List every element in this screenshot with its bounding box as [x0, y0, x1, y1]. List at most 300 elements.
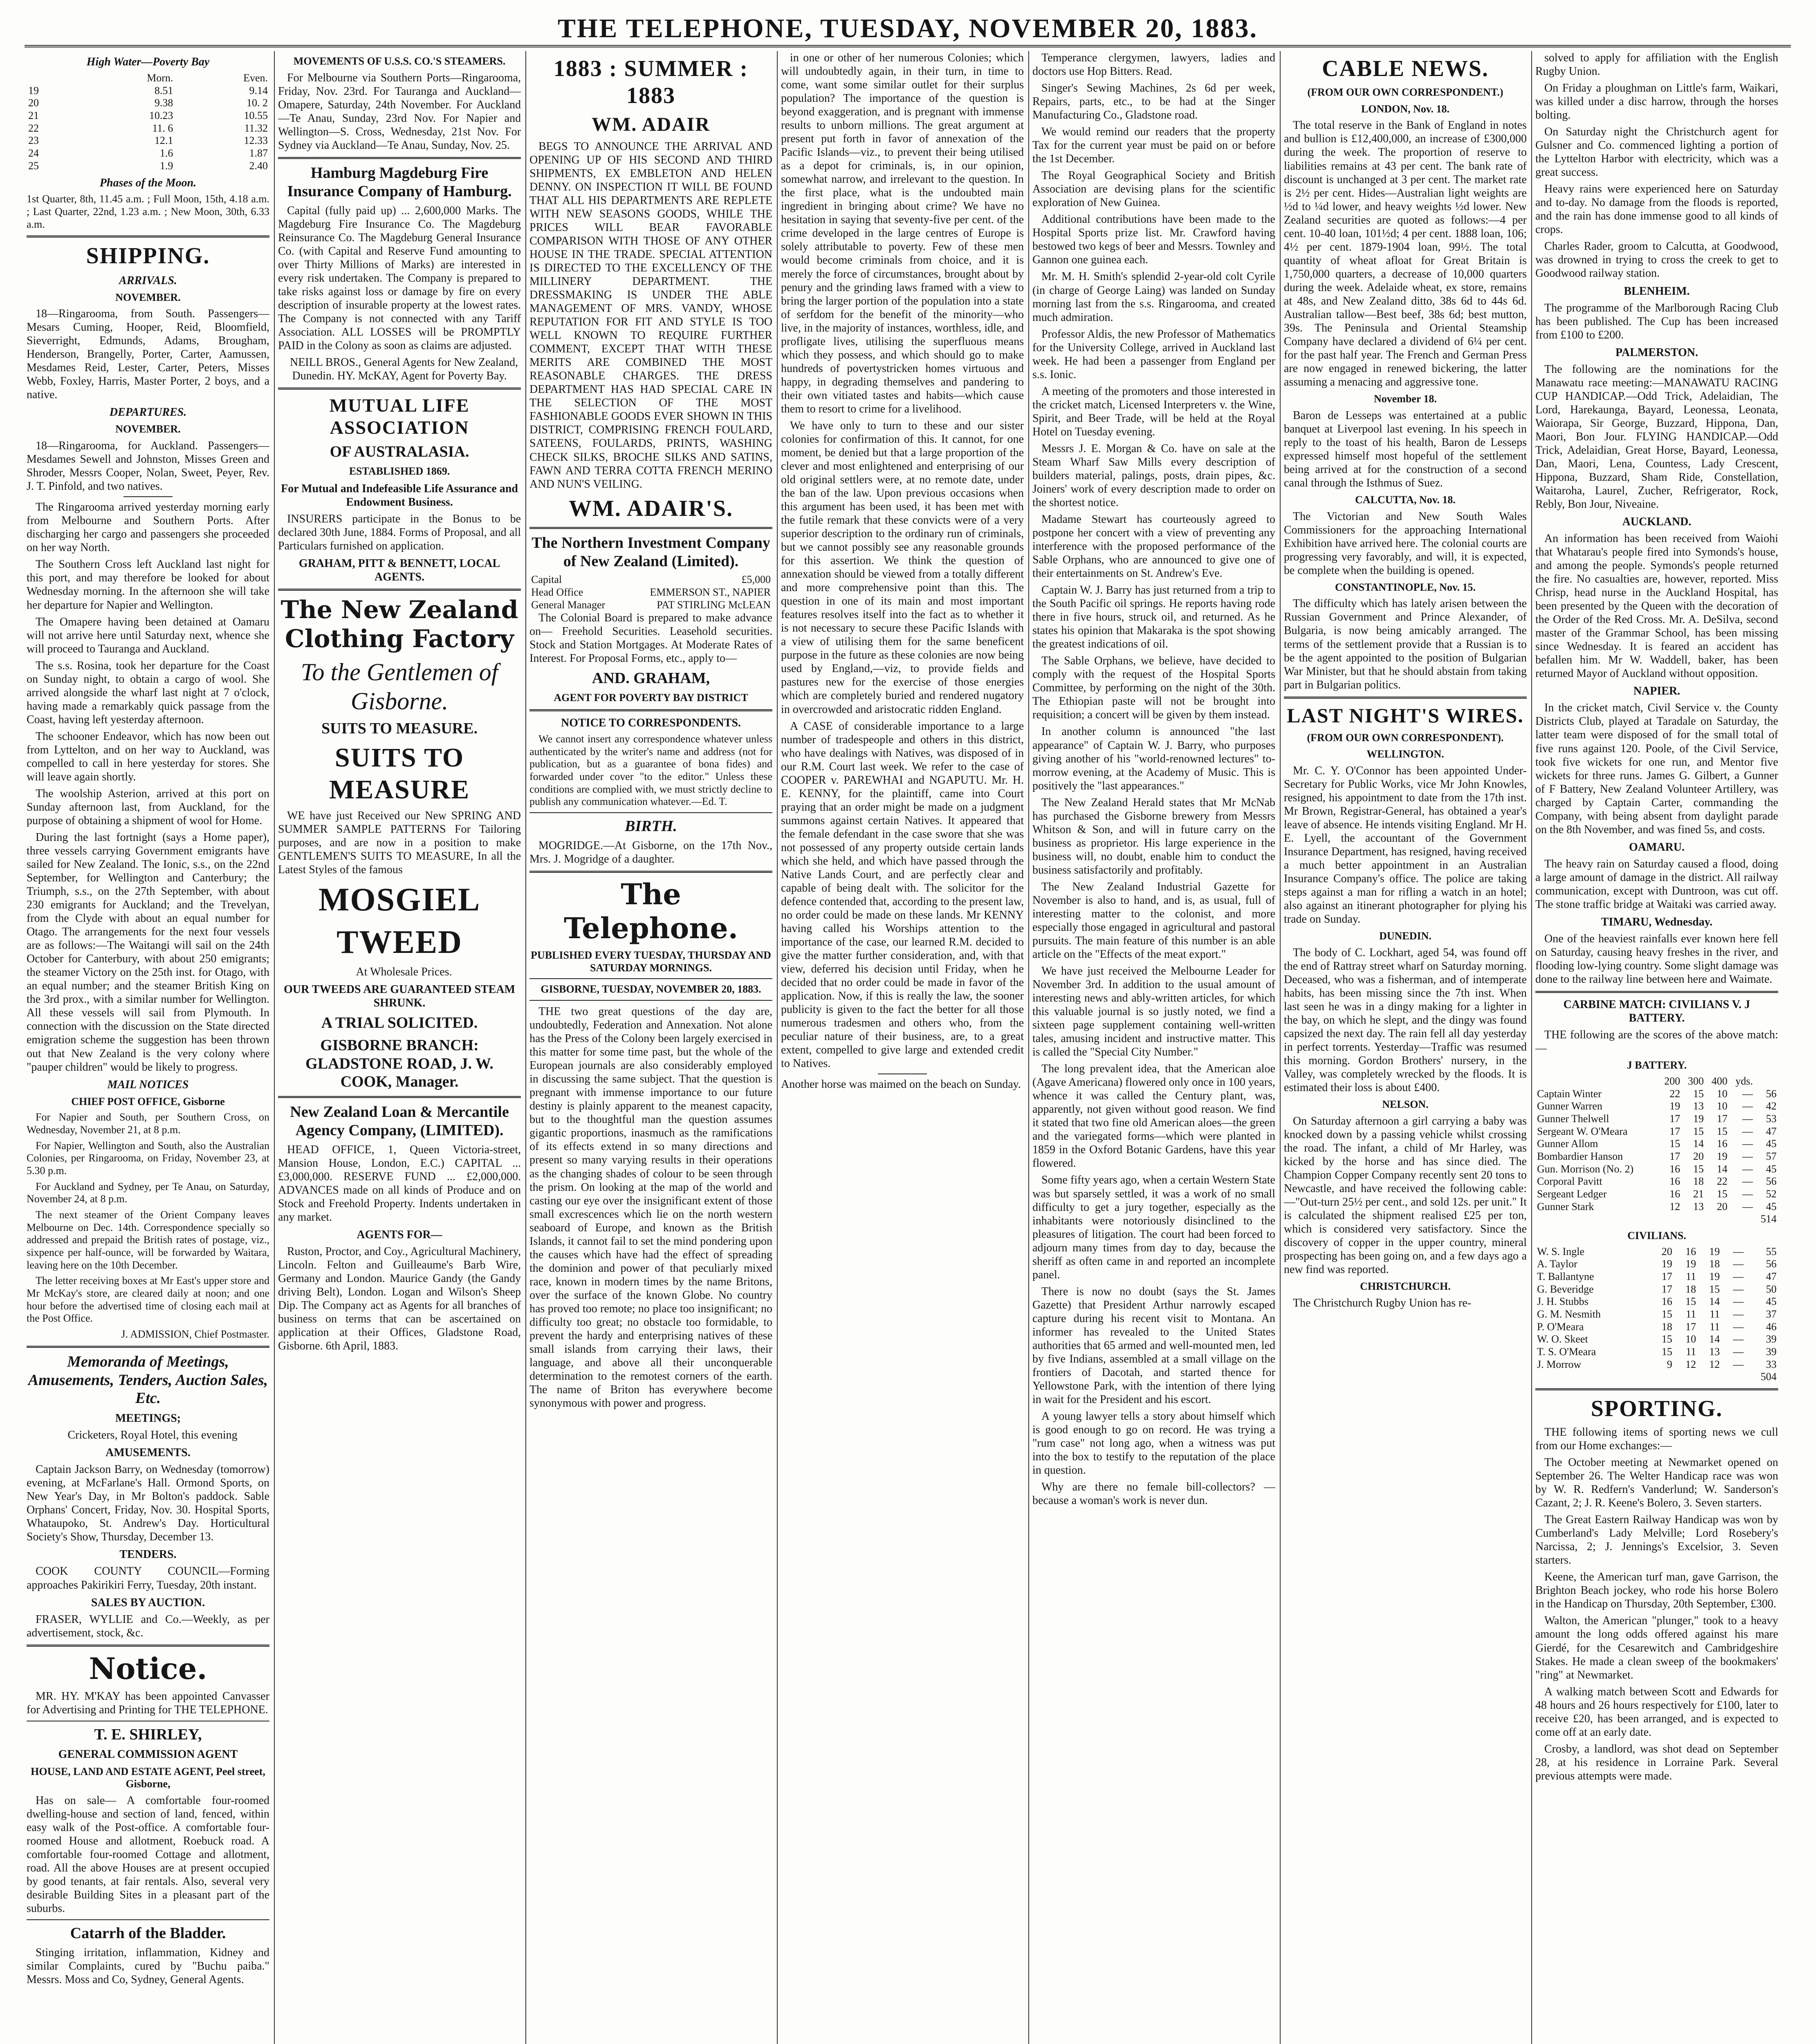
table-cell: Head Office	[531, 586, 583, 598]
correspondents-title: NOTICE TO CORRESPONDENTS.	[561, 716, 741, 729]
clothing-text: WE have just Received our New SPRING AND SUMMER SAMPLE PATTERNS For Tailoring purposes, and are now in a position to make GENTLEMEN'S SUITS TO MEASURE, In all the Latest Styles of the famous	[278, 809, 521, 876]
battery-title: J BATTERY.	[1627, 1059, 1687, 1071]
table-header: yds.	[1735, 1075, 1753, 1087]
column-6	[1284, 51, 1527, 2044]
news-paragraph: On Friday a ploughman on Little's farm, Waikari, was killed under a disc harrow, through the horses bolting.	[1535, 82, 1778, 122]
score-row	[1535, 1283, 1778, 1296]
table-cell: —	[1733, 1258, 1744, 1270]
news-paragraph: The New Zealand Industrial Gazette for November is also to hand, and is, as usual, full of interesting matter to the colonist, and more especially those engaged in agricultural and pastoral pursuits. The main feature of this number is an able article on the "Effects of the meat export."	[1032, 880, 1275, 961]
table-cell: 24	[28, 147, 39, 159]
auckland-heading: AUCKLAND.	[1622, 515, 1692, 528]
news-paragraph: The New Zealand Herald states that Mr McNab has purchased the Gisborne brewery from Messrs Whitson & Son, and will in future carry on the business as proprietor. His large experience in the business will, no doubt, enable him to conduct the business satisfactorily and profitably.	[1032, 796, 1275, 876]
table-cell: 17	[1685, 1320, 1696, 1333]
tide-row	[27, 110, 269, 122]
table-cell: 16	[1716, 1138, 1728, 1150]
table-cell: 15	[1716, 1188, 1728, 1200]
news-paragraph: We have just received the Melbourne Leader for November 3rd. In addition to the usual amount of interesting news and ably-written articles, for which this valuable journal is so justly noted, we find a sixteen page supplement containing well-written tales, amusing incident and instructive matter. This is called the "Special City Number."	[1032, 965, 1275, 1059]
editorial-paragraph: A CASE of considerable importance to a large number of tradespeople and others in this district, who have dealings with Natives, was disposed of in our R.M. Court last week. We refer to the case of COOPER v. PAREWHAI and NGAPUTU. Mr. H. E. KENNY, for the plaintiff, came into Court praying that an order might be made on a judgment summons against certain Natives. It appeared that the female defendant in the case swore that she was not possessed of any property outside certain lands which she held, and which have passed through the Native Lands Court, and are perfectly clear and capable of being dealt with. The solicitor for the defence contended that, according to the present law, no order could be made on these lands. Mr KENNY having called his Worships attention to the importance of the case, our learned R.M. decided to give the matter further consideration, and, with that view, deferred his decision until Friday, when he decided that no order could be made in favor of the application. Now, if this is really the law, the sooner publicity is given to the fact the better for all those numerous tradesmen and others who, from the peculiar nature of their business, are, to a great extent, compelled to give large and extended credit to Natives.	[781, 719, 1024, 1070]
sporting-paragraph: The October meeting at Newmarket opened on September 26. The Welter Handicap race was won by W. R. Redfern's Vanderlund; W. Sanderson's Cazant, 2; J. R. Keene's Bolero, 3. Seven starters.	[1535, 1456, 1778, 1510]
table-cell: 53	[1766, 1112, 1777, 1125]
score-row	[1535, 1201, 1778, 1213]
gentlemen-heading: To the Gentlemen of Gisborne.	[301, 658, 498, 715]
table-cell: 13	[1709, 1345, 1720, 1358]
shipping-paragraph: The woolship Asterion, arrived at this port on Sunday afternoon last, from Auckland, for the purpose of obtaining a shipment of wool for Home.	[27, 787, 269, 827]
adair-heading: WM. ADAIR	[592, 114, 710, 136]
napier-text: In the cricket match, Civil Service v. the County Districts Club, played at Taradale on Saturday, the latter team were disposed of for the small total of five runs against 120. Poole, of the Civil Service, took five wickets for one run, and Mentor five wickets for three runs. James G. Gilbert, a Gunner of F Battery, New Zealand Volunteer Artillery, was charged by Captain Carter, commanding the Company, with being absent from daylight parade on the 8th November, and was fined 5s, and costs.	[1535, 702, 1778, 836]
table-cell: PAT STIRLING McLEAN	[657, 598, 771, 611]
notice-text: MR. HY. M'KAY has been appointed Canvasser for Advertising and Printing for THE TELEPHONE.	[27, 1690, 269, 1716]
column-rule	[777, 51, 778, 2044]
oamaru-heading: OAMARU.	[1629, 840, 1685, 854]
shirley-text: Has on sale— A comfortable four-roomed dwelling-house and section of land, fenced, within easy walk of the Post-office. A comfortable four-roomed House and allotment, Roebuck road. A comfortable four-roomed Cottage and allotment, road. All the above Houses are at present occupied by good tenants, at fair rentals. Also, several very desirable Building Sites in a pleasant part of the suburbs.	[27, 1794, 269, 1915]
score-row	[1535, 1333, 1778, 1346]
mail-paragraph: For Auckland and Sydney, per Te Anau, on Saturday, November 24, at 8 p.m.	[27, 1180, 269, 1205]
cable-dateline: November 18.	[1373, 393, 1437, 405]
table-cell: Gunner Thelwell	[1537, 1112, 1609, 1125]
table-cell: 18	[1685, 1283, 1696, 1295]
news-paragraph: Professor Aldis, the new Professor of Mathematics for the University College, arrived in Auckland last week. He had been a passenger from England per s.s. Ionic.	[1032, 327, 1275, 381]
mail-notices-sub: CHIEF POST OFFICE, Gisborne	[71, 1095, 225, 1107]
table-cell: —	[1733, 1283, 1744, 1295]
wires-sub: (FROM OUR OWN CORRESPONDENT).	[1307, 731, 1504, 744]
match-title: CARBINE MATCH: CIVILIANS V. J BATTERY.	[1563, 998, 1750, 1025]
catarrh-text: Stinging irritation, inflammation, Kidney and similar Complaints, cured by "Buchu paiba." Messrs. Moss and Co, Sydney, General Agents.	[27, 1946, 269, 1986]
mail-paragraph: For Napier and South, per Southern Cross, on Wednesday, November 21, at 8 p.m.	[27, 1111, 269, 1136]
wire-text: Mr. C. Y. O'Connor has been appointed Under-Secretary for Public Works, vice Mr John Knowles, resigned, his appointment to date from the 17th inst. Mr Brown, Registrar-General, has obtained a year's leave of absence. He intends visiting England. Mr H. E. Lyell, the accountant of the Government Insurance Department, has resigned, having received a much better appointment in an Australian Insurance Company's office. The police are taking steps against a man for rifling a watch in an hotel; also against an itinerant photographer for plying his trade on Sunday.	[1284, 764, 1527, 926]
sporting-news	[1535, 1425, 1778, 1783]
amusements-heading: AMUSEMENTS.	[105, 1446, 191, 1459]
shipping-paragraph: The s.s. Rosina, took her departure for the Coast on Sunday night, to obtain a cargo of wool. She arrived alongside the wharf last night at 7 o'clock, having made a remarkably quick passage from the Coast, having left yesterday afternoon.	[27, 659, 269, 726]
table-cell: 15	[1716, 1125, 1728, 1137]
table-cell: 13	[1693, 1200, 1704, 1213]
table-cell: 9.14	[249, 84, 268, 96]
table-header: Morn.	[147, 72, 173, 84]
mosgiel-heading: MOSGIEL	[318, 882, 481, 918]
table-cell: —	[1733, 1358, 1744, 1370]
wholesale-text: At Wholesale Prices.	[356, 965, 452, 978]
tide-row	[27, 147, 269, 160]
meetings-text: Cricketers, Royal Hotel, this evening	[67, 1429, 238, 1442]
table-cell: 16	[1669, 1163, 1680, 1175]
table-cell: 12.33	[244, 134, 268, 147]
mail-notices	[27, 1111, 269, 1325]
sporting-paragraph: Crosby, a landlord, was shot dead on September 28, at his residence in Lorraine Park. Several previous attempts were made.	[1535, 1742, 1778, 1782]
tweed-heading: TWEED	[337, 924, 462, 961]
news-paragraph: Some fifty years ago, when a certain Western State was but sparsely settled, it was a work of no small difficulty to get a jury together, especially as the inhabitants were notoriously disinclined to the pleasures of litigation. The court had been forced to adjourn many times from day to day, because the sheriff as often came in and reported an incomplete panel.	[1032, 1174, 1275, 1281]
table-cell: 2.40	[249, 159, 268, 172]
table-cell: —	[1742, 1112, 1753, 1125]
wires-title: LAST NIGHT'S WIRES.	[1287, 704, 1524, 727]
table-cell: 45	[1766, 1200, 1777, 1213]
sporting-paragraph: Keene, the American turf man, gave Garrison, the Brighton Beach jockey, who rode his horse Bolero in the Handicap on Thursday, 20th September, £300.	[1535, 1571, 1778, 1611]
table-cell: 10.55	[244, 110, 268, 122]
wire-text: On Saturday afternoon a girl carrying a baby was knocked down by a passing vehicle whilst crossing the road. The infant, a child of Mr Harley, was kicked by the horse and has since died. The Champion Copper Company recently sent 20 tons to Newcastle, and have received the following cable:—"Out-turn 25½ per cent., and sold 12s. per unit." It is calculated the shipment realised £25 per ton, which is considered very satisfactory. Since the discovery of copper in the upper country, mineral prospecting has been going on, and a few days ago a new find was reported.	[1284, 1115, 1527, 1276]
news-paragraph: A young lawyer tells a story about himself which is good enough to go on record. He was trying a "rum case" not long ago, when a witness was put into the box to testify to the reputation of the place in question.	[1032, 1410, 1275, 1477]
mutual-agents: GRAHAM, PITT & BENNETT, LOCAL AGENTS.	[298, 557, 500, 584]
shipping-paragraph: The Ringarooma arrived yesterday morning early from Melbourne and Southern Ports. After discharging her cargo and passengers she proceeded on her way North.	[27, 501, 269, 554]
news-paragraph: A meeting of the promoters and those interested in the cricket match, Licensed Interpreters v. the Wine, Spirit, and Beer Trade, will be held at the Royal Hotel on Tuesday evening.	[1032, 385, 1275, 438]
news-paragraph: Messrs J. E. Morgan & Co. have on sale at the Steam Wharf Saw Mills every description of builders material, palings, posts, drain pipes, &c. Joiners' work of every description made to order on the shortest notice.	[1032, 442, 1275, 509]
score-row	[1535, 1258, 1778, 1271]
mail-paragraph: The letter receiving boxes at Mr East's upper store and Mr McKay's store, are cleared daily at noon; and one hour before the advertised time of closing each mail at the Post Office.	[27, 1275, 269, 1325]
hamburg-agents: NEILL BROS., General Agents for New Zealand, Dunedin. HY. McKAY, Agent for Poverty Bay.	[289, 356, 518, 382]
shipping-paragraph: The Omapere having been detained at Oamaru will not arrive here until Saturday next, whence she will proceed to Tauranga and Auckland.	[27, 615, 269, 655]
column-4	[781, 51, 1024, 2044]
table-cell: 15	[1661, 1345, 1672, 1358]
news-paragraph: We would remind our readers that the property Tax for the current year must be paid on or before the 1st December.	[1032, 126, 1275, 166]
table-cell: 45	[1766, 1295, 1777, 1308]
table-cell: 22	[1669, 1087, 1680, 1100]
table-cell: 12	[1669, 1200, 1680, 1213]
sales-text: FRASER, WYLLIE and Co.—Weekly, as per advertisement, stock, &c.	[27, 1613, 269, 1639]
shipping-paragraph: The Southern Cross left Auckland last night for this port, and may therefore be looked for about Wednesday morning. In the afternoon she will take her departure for Napier and Wellington.	[27, 558, 269, 612]
news-paragraph: The Sable Orphans, we believe, have decided to comply with the request of the Hospital Sports Committee, by performing on the night of the 30th. The Ethiopian paste will not be brought into requisition; a concert will be given by them instead.	[1032, 654, 1275, 722]
correspondents-text: We cannot insert any correspondence whatever unless authenticated by the writer's name and address (not for publication, but as a guarantee of bona fides) and forwarded under cover "to the editor." Unless these conditions are complied with, we must strictly decline to publish any communication whatever.—Ed. T.	[529, 733, 772, 808]
table-cell: 11	[1710, 1320, 1720, 1333]
agents-title: AGENTS FOR—	[357, 1228, 442, 1242]
table-cell: Bombardier Hanson	[1537, 1150, 1623, 1162]
investment-table	[529, 574, 772, 611]
local-news	[1032, 51, 1275, 1507]
news-paragraph: On Saturday night the Christchurch agent for Gulsner and Co. commenced lighting a portion of the Lyttelton Harbor with electricity, which was a great success.	[1535, 126, 1778, 179]
score-row	[1535, 1138, 1778, 1150]
catarrh-title: Catarrh of the Bladder.	[70, 1925, 226, 1942]
tenders-heading: TENDERS.	[119, 1548, 177, 1561]
editorial-continued	[781, 51, 1024, 1070]
table-cell: —	[1742, 1100, 1753, 1112]
score-row	[1535, 1125, 1778, 1138]
table-cell: W. S. Ingle	[1537, 1245, 1585, 1257]
shirley-sub: HOUSE, LAND AND ESTATE AGENT, Peel street, Gisborne,	[31, 1765, 265, 1790]
mutual-title: MUTUAL LIFE ASSOCIATION	[329, 394, 470, 438]
table-cell: 19	[1716, 1150, 1728, 1162]
birth-title: BIRTH.	[625, 818, 677, 835]
table-cell: 19	[1709, 1270, 1720, 1282]
tide-row	[27, 85, 269, 97]
table-cell: J. Morrow	[1537, 1358, 1582, 1370]
news-paragraph: Heavy rains were experienced here on Saturday and to-day. No damage from the floods is reported, and the rain has done immense good to all kinds of crops.	[1535, 183, 1778, 236]
suits-heading-2: SUITS TO MEASURE	[329, 743, 470, 805]
table-cell: 56	[1766, 1175, 1777, 1188]
investment-row	[529, 586, 772, 599]
news-paragraph: Additional contributions have been made to the Hospital Sports prize list. Mr. Crawford having bestowed two kegs of beer and Messrs. Townley and Gannon one guinea each.	[1032, 213, 1275, 267]
movements-title: MOVEMENTS OF U.S.S. CO.'S STEAMERS.	[293, 55, 506, 67]
adair-text: BEGS TO ANNOUNCE THE ARRIVAL AND OPENING UP OF HIS SECOND AND THIRD SHIPMENTS, EX EMBLETON AND HELEN DENNY. ON INSPECTION IT WILL BE FOUND THAT ALL HIS DEPARTMENTS ARE REPLETE WITH NEW SEASONS GOODS, WHILE THE PRICES WILL BEAR FAVORABLE COMPARISON WITH THOSE OF ANY OTHER HOUSE IN THE TRADE. SPECIAL ATTENTION IS DIRECTED TO THE EXCELLENCY OF THE MILLINERY DEPARTMENT. THE DRESSMAKING IS UNDER THE ABLE MANAGEMENT OF MRS. VANDY, WHOSE REPUTATION FOR FIT AND STYLE IS TOO WELL KNOWN TO REQUIRE FURTHER COMMENT, EXCEPT THAT WITH THESE MERITS ARE COMBINED THE MOST REASONABLE CHARGES. THE DRESS DEPARTMENT HAS HAD SPECIAL CARE IN THE SELECTION OF THE MOST FASHIONABLE GOODS EVER SHOWN IN THIS DISTRICT, COMPRISING FRENCH FOULARD, SATEENS, FOULARDS, PRINTS, WASHING CHECK SILKS, BROCHE SILKS AND SATINS, FAWN AND TERRA COTTA FRENCH MERINO AND NUN'S VEILING.	[529, 140, 772, 491]
telephone-title: The Telephone.	[563, 877, 738, 945]
departures-text: 18—Ringarooma, for Auckland. Passengers—Mesdames Sewell and Johnston, Misses Green and Shroder, Messrs Cooper, Nolan, Sweet, Peyer, Rev. J. T. Pinfold, and two natives.	[27, 439, 269, 493]
table-cell: —	[1742, 1163, 1753, 1175]
table-header: 300	[1688, 1075, 1704, 1087]
wires-continued	[1535, 51, 1778, 280]
civilian-scores	[1535, 1246, 1778, 1383]
battery-total: 514	[1761, 1213, 1777, 1225]
table-cell: 45	[1766, 1163, 1777, 1175]
graham-sub: AGENT FOR POVERTY BAY DISTRICT	[554, 692, 748, 704]
column-rule	[525, 51, 526, 2044]
table-cell: 15	[1709, 1283, 1720, 1295]
table-cell: 9	[1667, 1358, 1672, 1370]
shirley-name: T. E. SHIRLEY,	[94, 1726, 202, 1743]
sporting-paragraph: A walking match between Scott and Edwards for 48 hours and 26 hours respectively for £100, later to receive £20, has been arranged, and is expected to come off at an early date.	[1535, 1685, 1778, 1739]
table-cell: 16	[1661, 1295, 1672, 1308]
wire-text: The Christchurch Rugby Union has re-	[1293, 1297, 1472, 1310]
score-row	[1535, 1308, 1778, 1321]
news-paragraph: Madame Stewart has courteously agreed to postpone her concert with a view of preventing any interference with the proposed performance of the Sable Orphans, who are announced to give one of their entertainments on St. Andrew's Eve.	[1032, 513, 1275, 580]
table-cell: General Manager	[531, 598, 606, 611]
table-cell: 33	[1766, 1358, 1777, 1370]
table-header: Even.	[243, 72, 268, 84]
table-cell: 10	[1685, 1333, 1696, 1345]
published-line: PUBLISHED EVERY TUESDAY, THURSDAY AND SATURDAY MORNINGS.	[531, 949, 771, 974]
wire-dateline: WELLINGTON.	[1366, 748, 1444, 760]
meetings-heading: MEETINGS;	[115, 1412, 181, 1425]
table-cell: 52	[1766, 1188, 1777, 1200]
tide-row	[27, 122, 269, 135]
score-row	[1535, 1358, 1778, 1371]
cable-text: Baron de Lesseps was entertained at a public banquet at Liverpool last evening. In his speech in reply to the toast of his health, Baron de Lesseps expressed himself most hopeful of the settlement being arrived at for the construction of a second canal through the Isthmus of Suez.	[1284, 409, 1527, 489]
column-7	[1535, 51, 1778, 2044]
table-cell: 11. 6	[152, 122, 173, 134]
table-cell: EMMERSON ST., NAPIER	[650, 586, 771, 598]
score-row	[1535, 1271, 1778, 1283]
editorial-paragraph: We have only to turn to these and our sister colonies for confirmation of this. It cannot, for one moment, be denied but that a large proportion of the clever and most enlightened and enterprising of our old original settlers were, at no remote date, under the ban of the law. Upon previous occasions when this argument has been used, it has been met with the futile remark that these convicts were of a very superior description to the ordinary run of criminals, but we cannot possibly see any reasonable grounds for this assertion. We think the question of annexation should be viewed from a totally different and more comprehensive point than this. The question in one of its main and most important features resolves itself into the fact as to whether it is not necessary to secure these Pacific Islands with a view of utilising them for the same beneficent purpose in the future as these colonies are now being used by England,—viz, to provide fields and pastures new for the exercise of those energies which are completely buried and rendered nugatory in overcrowded and aristocratic ridden England.	[781, 419, 1024, 716]
napier-heading: NAPIER.	[1633, 685, 1680, 698]
tide-table	[27, 72, 269, 172]
postmaster: J. ADMISSION, Chief Postmaster.	[121, 1328, 269, 1340]
table-cell: 21	[28, 110, 39, 122]
table-cell: 16	[1685, 1245, 1696, 1257]
amusements-text: Captain Jackson Barry, on Wednesday (tomorrow) evening, at McFarlane's Hall. Ormond Sports, on New Year's Day, in Mr Bolton's paddock. Sable Orphans' Concert, Friday, Nov. 30. Hospital Sports, Whataupoko, St. Andrew's Day. Horticultural Society's Show, Thursday, December 13.	[27, 1463, 269, 1544]
agents-text: Ruston, Proctor, and Coy., Agricultural Machinery, Lincoln. Felton and Guilleaume's Barb Wire, Germany and London. Maurice Gandy (the Gandy driving Belt), London. Logan and Wilson's Sheep Dip. The Company act as Agents for all branches of business on terms that can be ascertained on application at their Offices, Gladstone Road, Gisborne. 6th April, 1883.	[278, 1245, 521, 1353]
table-cell: 1.6	[159, 147, 173, 159]
table-cell: 9.38	[154, 97, 173, 109]
table-cell: 15	[1693, 1087, 1704, 1100]
loan-title: New Zealand Loan & Mercantile Agency Company, (LIMITED).	[290, 1103, 509, 1139]
table-cell: 10	[1716, 1087, 1728, 1100]
score-row	[1535, 1321, 1778, 1334]
table-cell: Capital	[531, 574, 562, 586]
table-cell: Sergeant Ledger	[1537, 1188, 1607, 1200]
column-2	[278, 51, 521, 2044]
table-cell: —	[1733, 1295, 1744, 1308]
column-rule	[1531, 51, 1532, 2044]
table-cell: 16	[1669, 1175, 1680, 1188]
table-cell: —	[1733, 1270, 1744, 1282]
table-cell: —	[1733, 1320, 1744, 1333]
table-cell: 56	[1766, 1087, 1777, 1100]
shipping-paragraph: During the last fortnight (says a Home paper), three vessels carrying Government emigrants have sailed for New Zealand. The Ionic, s.s., on the 22nd September, for Wellington and Canterbury; the Triumph, s.s., on the 27th September, with about 230 emigrants for Auckland; and the Trevelyan, from the Clyde with about an equal number for Otago. The arrangements for the next four vessels are as follows:—The Waitangi will sail on the 24th October for Canterbury, with about 250 emigrants; the steamer Victory on the 25th inst. for Otago, with an equal number; and the steamer British King on the 3rd prox., with a similar number for Wellington. All these vessels will sail from Plymouth. In connection with the discussion on the State directed emigration scheme the suggestion has been thrown out that New Zealand is the very colony where "pauper children" would be likely to progress.	[27, 831, 269, 1074]
table-cell: A. Taylor	[1537, 1258, 1577, 1270]
score-row	[1535, 1088, 1778, 1100]
table-cell: —	[1742, 1138, 1753, 1150]
table-cell: 23	[28, 134, 39, 147]
score-row	[1535, 1295, 1778, 1308]
cable-dateline: CALCUTTA, Nov. 18.	[1355, 493, 1456, 506]
table-cell: 10	[1716, 1100, 1728, 1112]
table-cell: Captain Winter	[1537, 1087, 1602, 1100]
table-cell: P. O'Meara	[1537, 1320, 1584, 1333]
table-cell: 12	[1709, 1358, 1720, 1370]
table-cell: 39	[1766, 1333, 1777, 1345]
mutual-for: For Mutual and Indefeasible Life Assurance and Endowment Business.	[281, 482, 518, 509]
table-cell: 18	[1709, 1258, 1720, 1270]
palmerston-text: The following are the nominations for the Manawatu race meeting:—MANAWATU RACING CUP HANDICAP.—Odd Trick, Adelaidian, The Lord, Harekaunga, Bayard, Leonessa, Leonata, Waiorapa, Sir George, Buzzard, Hippona, Dan, Maori, Bon Jour. FLYING HANDICAP.—Odd Trick, Adelaidian, Great Horse, Bayard, Leonessa, Dan, Maori, Lena, Countess, Lady Crescent, Hippona, Buzzard, Sham Ride, Constellation, Waitaroha, Laurel, Zucher, Refrigerator, Rock, Rebly, Bon Jour, Niveaine.	[1535, 363, 1778, 511]
table-header	[1535, 1075, 1658, 1088]
score-row	[1535, 1175, 1778, 1188]
table-cell: —	[1733, 1308, 1744, 1320]
sales-heading: SALES BY AUCTION.	[91, 1596, 205, 1609]
news-paragraph: Captain W. J. Barry has just returned from a trip to the South Pacific oil springs. He reports having rode there in five hours, struck oil, and returned. As he states his opinion that Makaraka is the spot showing the greatest indications of oil.	[1032, 584, 1275, 651]
wire-dateline: CHRISTCHURCH.	[1360, 1280, 1451, 1293]
shipping-paragraph: The schooner Endeavor, which has now been out from Lyttelton, and on her way to Auckland, was compelled to call in here yesterday for stores. She will leave again shortly.	[27, 730, 269, 783]
editorial-paragraph: in one or other of her numerous Colonies; which will undoubtedly again, in their turn, in time to come, want some similar outlet for their surplus population? The importance of the question is beyond exaggeration, and is pregnant with immense results to unborn millions. The great argument at present put forth in favor of annexation of the Pacific Islands—viz., to prevent their being utilised as a depot for criminals, is, in our opinion, somewhat narrow, and irrelevant to the question. In the first place, what is the undoubted main ingredient in bringing about crime? We have no hesitation in saying that seventy-five per cent. of the crime developed in the large centres of Europe is solely attributable to poverty. Few of these men would become criminals from choice, and it is merely the force of circumstances, brought about by penury and the grinding laws framed with a view to bring the larger portion of the population into a state of serfdom for the benefit of the minority—who live, in the majority of instances, worthless, idle, and profligate lives, utilising the superfluous means which they possess, and which should go to make hundreds of povertystricken homes virtuous and happy, in degrading themselves and pandering to their own vitiated tastes and habits—which cause them to resort to crime for a livelihood.	[781, 52, 1024, 415]
news-paragraph: The Royal Geographical Society and British Association are devising plans for the scientific exploration of New Guinea.	[1032, 169, 1275, 209]
table-cell: 11	[1710, 1308, 1720, 1320]
table-cell: £5,000	[741, 574, 771, 586]
sporting-paragraph: THE following items of sporting news we cull from our Home exchanges:—	[1535, 1426, 1778, 1452]
table-cell: J. H. Stubbs	[1537, 1295, 1588, 1308]
wire-text: The body of C. Lockhart, aged 54, was found off the end of Rattray street wharf on Saturday morning. Deceased, who was a fisherman, and of intemperate habits, has been missing since the 7th inst. When last seen he was in a dingy making for a lighter in the bay, on which he slept, and the dingy was found capsized the next day. The rain fell all day yesterday in perfect torrents. Yesterday—Traffic was resumed this morning. Gordon Brothers' nursery, in the Valley, was completely wrecked by the floods. It is estimated their loss is about £400.	[1284, 946, 1527, 1094]
auckland-text: An information has been received from Waiohi that Whatarau's people fired into Symonds's house, and among the people. Symonds's people returned the fire. No casualties are, however, reported. Miss Chrisp, head nurse in the Auckland Hospital, has been presented by the Queen with the decoration of the Order of the Red Cross. Mr. A. DeSilva, second master of the Grammar School, has been missing since Wednesday. It is feared an accident has befallen him. Mr W. Waddell, baker, has been returned Mayor of Auckland without opposition.	[1535, 532, 1778, 680]
shipping-news	[27, 500, 269, 1074]
notice-heading: Notice.	[89, 1651, 207, 1686]
cable-news-title: CABLE NEWS.	[1322, 56, 1489, 81]
table-header	[27, 72, 74, 85]
table-cell: —	[1742, 1188, 1753, 1200]
table-cell: —	[1742, 1125, 1753, 1137]
table-cell: 17	[1669, 1150, 1680, 1162]
cable-news-sub: (FROM OUR OWN CORRESPONDENT.)	[1307, 86, 1503, 99]
table-cell: Corporal Pavitt	[1537, 1175, 1602, 1188]
table-cell: Gun. Morrison (No. 2)	[1537, 1163, 1634, 1175]
table-cell: 14	[1693, 1138, 1704, 1150]
table-cell: 46	[1766, 1320, 1777, 1333]
table-cell: 25	[28, 159, 39, 172]
news-paragraph: solved to apply for affiliation with the English Rugby Union.	[1535, 52, 1778, 78]
sporting-paragraph: The Great Eastern Railway Handicap was won by Cumberland's Lady Melville; Lord Rosebery's Narcissa, 2; J. Jennings's Excelsior, 3. Seven starters.	[1535, 1513, 1778, 1567]
table-cell: 19	[28, 84, 39, 96]
table-cell: Gunner Stark	[1537, 1200, 1594, 1213]
table-cell: 15	[1661, 1308, 1672, 1320]
table-cell: 55	[1766, 1245, 1777, 1257]
table-cell: 47	[1766, 1125, 1777, 1137]
oamaru-text: The heavy rain on Saturday caused a flood, doing a large amount of damage in the district. All railway communication, except with Duntroon, was cut off. The stone traffic bridge at Waitaki was carried away.	[1535, 857, 1778, 911]
table-cell: G. Beveridge	[1537, 1283, 1594, 1295]
score-row	[1535, 1163, 1778, 1176]
table-cell: 19	[1669, 1100, 1680, 1112]
editorial-text: THE two great questions of the day are, undoubtedly, Federation and Annexation. Not alone has the Press of the Colony been largely exercised in this matter for some time past, but the whole of the European journals are also considerably employed in discussing the same subject. That the question is pregnant with immense importance to our future destiny is plainly apparent to the meanest capacity, but to the thoughtful man the question assumes gigantic proportions, inasmuch as the ramifications of its effects extend in so many directions and present so many varying results in their operations as the changing shades of colour to be seen through the prism. On looking at the map of the world and casting our eye over the insignificant extent of those small excrescences which lie on the north western seaboard of Europe, and known as the British Islands, it cannot fail to set the mind pondering upon the causes which have had the effect of spreading the dominion and power of that peculiarly mixed race, known in modern times by the name Britons, over the surface of the known Globe. No country has proved too remote; no place too insignificant; no difficulty too great; no obstacle too formidable, to prevent the hardy and enterprising natives of these small islands from carrying their laws, their language, and above all their unconquerable determination to the remotest corners of the earth. The name of Briton has everywhere become synonymous with power and progress.	[529, 1005, 772, 1410]
table-cell: 22	[28, 122, 39, 134]
table-cell: Gunner Warren	[1537, 1100, 1602, 1112]
investment-row	[529, 599, 772, 612]
table-cell: 45	[1766, 1138, 1777, 1150]
graham-name: AND. GRAHAM,	[592, 670, 710, 687]
hamburg-text: Capital (fully paid up) ... 2,600,000 Marks. The Magdeburg Fire Insurance Co. The Magdeburg Reinsurance Co. The Magdeburg General Insurance Co. (with Capital and Reserve Fund amounting to over Thirty Millions of Marks) are interested in every risk undertaken. The Company is prepared to take risks against loss or damage by fire on every description of insurable property at the lowest rates. The Company is not connected with any Tariff Association. ALL LOSSES will be PROMPTLY PAID in the Colony as soon as claims are adjusted.	[278, 204, 521, 352]
arrivals-heading: ARRIVALS.	[119, 274, 177, 287]
table-cell: 11	[1686, 1270, 1696, 1282]
mutual-sub: OF AUSTRALASIA.	[330, 443, 469, 461]
table-header: 400	[1711, 1075, 1728, 1087]
news-paragraph: Singer's Sewing Machines, 2s 6d per week, Repairs, parts, etc., to be had at the Singer Manufacturing Co., Gladstone road.	[1032, 82, 1275, 122]
arrivals-text: 18—Ringarooma, from South. Passengers—Mesars Cuming, Hooper, Reid, Bloomfield, Sieverright, Edmunds, Adams, Brougham, Henderson, Brangelly, Porter, Carter, Aamussen, Mesdames Reid, Lester, Carter, Peters, Misses Webb, Foxley, Harris, Master Porter, 2 boys, and a native.	[27, 307, 269, 401]
table-cell: 50	[1766, 1283, 1777, 1295]
table-cell: 20	[1693, 1150, 1704, 1162]
table-cell: 56	[1766, 1258, 1777, 1270]
timaru-heading: TIMARU, Wednesday.	[1601, 915, 1713, 928]
column-3	[529, 51, 772, 2044]
table-cell: 17	[1716, 1112, 1728, 1125]
cable-items	[1284, 103, 1527, 692]
news-paragraph: The long prevalent idea, that the American aloe (Agave Americana) flowered only once in 100 years, whence it was called the Century plant, was, apparently, not given without good reason. We find it stated that two fine old American aloes—the green and the variegated forms—which were planted in 1859 in the Oxford Botanic Gardens, have this year flowered.	[1032, 1062, 1275, 1170]
table-cell: 19	[1661, 1258, 1672, 1270]
table-cell: 19	[1693, 1112, 1704, 1125]
table-cell: 19	[1685, 1258, 1696, 1270]
column-rule	[1280, 51, 1281, 2044]
table-cell: —	[1733, 1245, 1744, 1257]
table-cell: 57	[1766, 1150, 1777, 1162]
table-cell: Gunner Allom	[1537, 1138, 1598, 1150]
mail-paragraph: For Napier, Wellington and South, also the Australian Colonies, per Ringarooma, on Friday, November 23, at 5.30 p.m.	[27, 1139, 269, 1177]
table-cell: 15	[1693, 1163, 1704, 1175]
investment-title: The Northern Investment Company of New Zealand (Limited).	[532, 534, 770, 570]
table-cell: 11.32	[244, 122, 268, 134]
table-cell: 13	[1693, 1100, 1704, 1112]
birth-text: MOGRIDGE.—At Gisborne, on the 17th Nov., Mrs. J. Mogridge of a daughter.	[529, 839, 772, 865]
tenders-text: COOK COUNTY COUNCIL—Forming approaches Pakirikiri Ferry, Tuesday, 20th instant.	[27, 1565, 269, 1591]
civilians-title: CIVILIANS.	[1627, 1229, 1686, 1242]
table-cell: 20	[28, 97, 39, 109]
dateline: GISBORNE, TUESDAY, NOVEMBER 20, 1883.	[541, 983, 761, 995]
table-cell: 19	[1709, 1245, 1720, 1257]
column-5	[1032, 51, 1275, 2044]
wire-dateline: NELSON.	[1382, 1098, 1429, 1111]
mutual-text: INSURERS participate in the Bonus to be declared 30th June, 1884. Forms of Proposal, and all Particulars furnished on application.	[278, 513, 521, 553]
column-1	[27, 51, 269, 2044]
table-cell: 21	[1693, 1188, 1704, 1200]
blenheim-heading: BLENHEIM.	[1624, 285, 1690, 298]
table-cell: 18	[1661, 1320, 1672, 1333]
table-cell: 14	[1709, 1333, 1720, 1345]
table-cell: W. O. Skeet	[1537, 1333, 1588, 1345]
news-paragraph: Temperance clergymen, lawyers, ladies and doctors use Hop Bitters. Read.	[1032, 52, 1275, 78]
table-cell: 17	[1661, 1270, 1672, 1282]
table-cell: 17	[1669, 1112, 1680, 1125]
wire-dateline: DUNEDIN.	[1379, 930, 1431, 942]
cable-text: The difficulty which has lately arisen between the Russian Government and Prince Alexander, of Bulgaria, is now being amicably arranged. The terms of the settlement provide that a Russian is to be the agent appointed to the position of Bulgarian War Minister, but that he should abstain from taking part in Bulgarian politics.	[1284, 597, 1527, 691]
cable-text: The Victorian and New South Wales Commissioners for the approaching International Exhibition have arrived here. The colonial courts are progressing very favorably, and will, it is expected, be complete when the building is opened.	[1284, 510, 1527, 577]
investment-row	[529, 574, 772, 586]
table-cell: 42	[1766, 1100, 1777, 1112]
table-cell: 12.1	[154, 134, 173, 147]
civilians-total: 504	[1761, 1371, 1777, 1383]
mail-paragraph: The next steamer of the Orient Company leaves Melbourne on Dec. 14th. Correspondence specially so addressed and prepaid the British rates of postage, viz., sixpence per half-ounce, will be forwarded by Waitara, leaving here on the 10th December.	[27, 1208, 269, 1271]
cable-dateline: CONSTANTINOPLE, Nov. 15.	[1335, 581, 1476, 593]
news-paragraph: Mr. M. H. Smith's splendid 2-year-old colt Cyrile (in charge of George Laing) was landed on Sunday morning last from the s.s. Ringarooma, and created much admiration.	[1032, 270, 1275, 324]
loan-text: HEAD OFFICE, 1, Queen Victoria-street, Mansion House, London, E.C.) CAPITAL ... £3,000,000. RESERVE FUND ... £2,000,000. ADVANCES made on all kinds of Produce and on Stock and Freehold Property. Indents undertaken in any market.	[278, 1143, 521, 1224]
news-paragraph: In another column is announced "the last appearance" of Captain W. J. Barry, who purposes giving another of his "world-renowned lectures" to-morrow evening, at the Academy of Music. This is positively the "last appearances."	[1032, 725, 1275, 792]
table-cell: —	[1742, 1175, 1753, 1188]
timaru-text: One of the heaviest rainfalls ever known here fell on Saturday, causing heavy freshes in the river, and flooding low-lying country. Some slight damage was done to the railway line between here and Waimate.	[1535, 932, 1778, 986]
table-cell: 14	[1716, 1163, 1728, 1175]
news-paragraph: There is now no doubt (says the St. James Gazette) that President Arthur narrowly escaped capture during his recent visit to Montana. An informer has revealed to the United States authorities that 65 armed and well-mounted men, led by five Indians, assembled at a small village on the frontiers of Dacotah, and started thence for Yellowstone Park, with the intention of there lying in wait for the President and his escort.	[1032, 1285, 1275, 1406]
table-cell: 15	[1661, 1333, 1672, 1345]
table-cell: 12	[1685, 1358, 1696, 1370]
moon-title: Phases of the Moon.	[99, 177, 197, 190]
table-cell: 22	[1716, 1175, 1728, 1188]
table-cell: 17	[1661, 1283, 1672, 1295]
table-cell: 8.51	[154, 84, 173, 96]
news-paragraph: Charles Rader, groom to Calcutta, at Goodwood, was drowned in trying to cross the creek to get to Goodwood railway station.	[1535, 240, 1778, 280]
